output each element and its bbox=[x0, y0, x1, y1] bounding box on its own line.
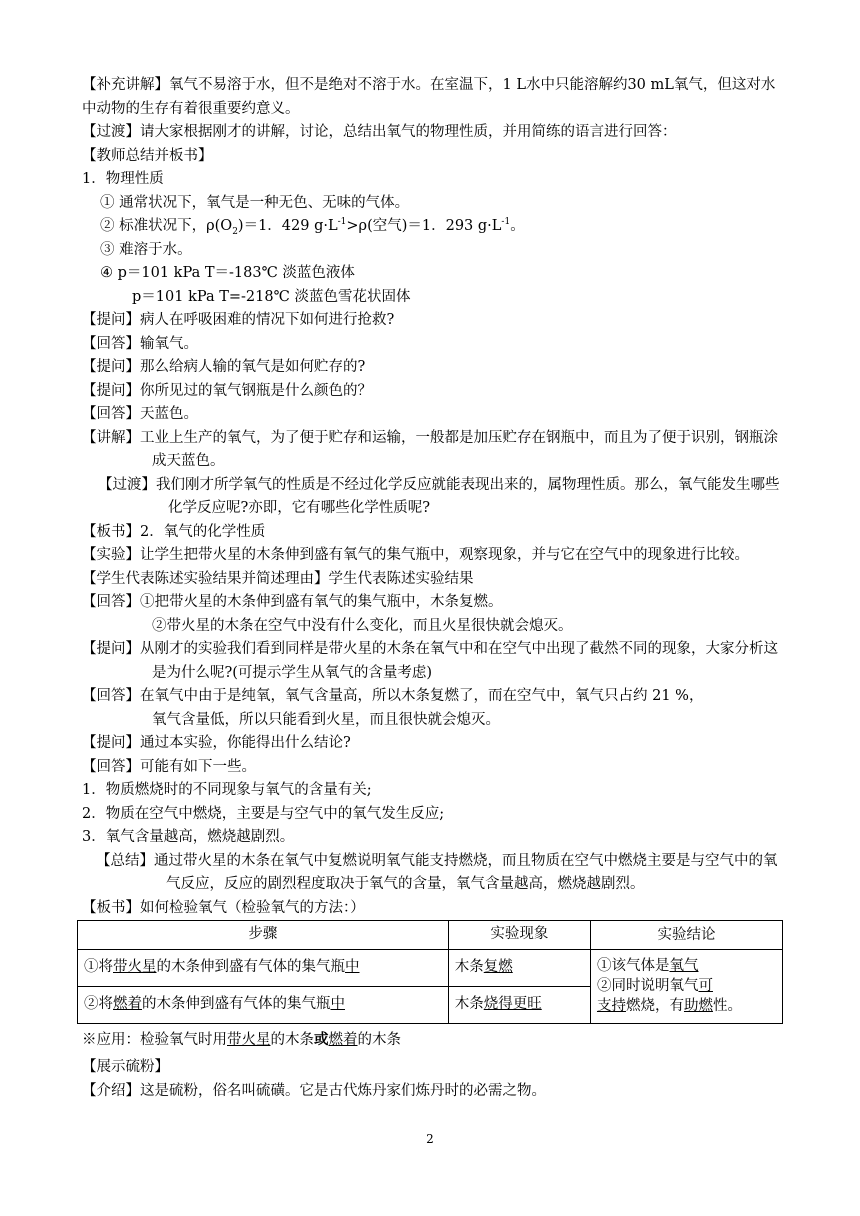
header-steps: 步骤 bbox=[78, 921, 449, 950]
answer-line: 【回答】①把带火星的木条伸到盛有氧气的集气瓶中，木条复燃。 bbox=[82, 594, 503, 610]
student-report-heading: 【学生代表陈述实验结果并简述理由】学生代表陈述实验结果 bbox=[82, 570, 474, 587]
explanation-paragraph: 【讲解】工业上生产的氧气，为了便于贮存和运输，一般都是加压贮存在钢瓶中，而且为了便于识别，钢瓶涂成天蓝色。 bbox=[82, 429, 778, 469]
sulfur-display-heading: 【展示硫粉】 bbox=[82, 1059, 169, 1075]
step-cell: ①将带火星的木条伸到盛有气体的集气瓶中 bbox=[78, 949, 449, 986]
header-conclusion: 实验结论 bbox=[590, 921, 782, 950]
teacher-summary-heading: 【教师总结并板书】 bbox=[82, 147, 213, 164]
document-body bbox=[82, 74, 782, 1103]
supplement-paragraph: 【补充讲解】氧气不易溶于水，但不是绝对不溶于水。在室温下，1 L水中只能溶解约30 mL氧气，但这对水中动物的生存有着很重要约意义。 bbox=[82, 77, 776, 117]
page-number: 2 bbox=[426, 1132, 434, 1146]
question-paragraph: 【提问】从刚才的实验我们看到同样是带火星的木条在氧气中和在空气中出现了截然不同的现象，大家分析这是为什么呢?(可提示学生从氧气的含量考虑) bbox=[82, 641, 778, 681]
conclusion-2: 2．物质在空气中燃烧，主要是与空气中的氧气发生反应; bbox=[82, 805, 445, 822]
answer-line: 【回答】可能有如下一些。 bbox=[82, 758, 256, 775]
conclusion-3: 3．氧气含量越高，燃烧越剧烈。 bbox=[82, 829, 295, 845]
property-1: ① 通常状况下，氧气是一种无色、无味的气体。 bbox=[100, 194, 410, 211]
answer-line: 【回答】输氧气。 bbox=[82, 335, 198, 352]
phenomenon-cell: 木条复燃 bbox=[448, 949, 590, 986]
phenomenon-cell: 木条烧得更旺 bbox=[448, 986, 590, 1023]
answer-line: 【回答】天蓝色。 bbox=[82, 406, 198, 422]
question-line: 【提问】那么给病人输的氧气是如何贮存的? bbox=[82, 359, 366, 375]
board-note-test: 【板书】如何检验氧气（检验氧气的方法：） bbox=[82, 899, 365, 916]
property-3: ③ 难溶于水。 bbox=[100, 241, 192, 258]
header-phenomenon: 实验现象 bbox=[448, 921, 590, 950]
experiment-paragraph: 【实验】让学生把带火星的木条伸到盛有氧气的集气瓶中，观察现象，并与它在空气中的现象进行比较。 bbox=[82, 547, 749, 563]
property-4: ④ p＝101 kPa T＝-183℃ 淡蓝色液体 bbox=[100, 265, 355, 281]
answer-continuation: ②带火星的木条在空气中没有什么变化，而且火星很快就会熄灭。 bbox=[152, 617, 573, 634]
answer-continuation: 氧气含量低，所以只能看到火星，而且很快就会熄灭。 bbox=[152, 711, 500, 728]
oxygen-test-table bbox=[77, 920, 783, 1024]
property-2: ② 标准状况下，$\rho(O_2)=1$．429 $g\cdot L^{-1}>\rho$(空气)＝1．293 $g\cdot L^{-1}$。 bbox=[100, 217, 525, 237]
question-line: 【提问】通过本实验，你能得出什么结论? bbox=[82, 735, 351, 751]
table-row bbox=[78, 949, 783, 986]
board-note-chemical: 【板书】2．氧气的化学性质 bbox=[82, 523, 266, 540]
question-line: 【提问】病人在呼吸困难的情况下如何进行抢救? bbox=[82, 312, 395, 328]
conclusion-1: 1．物质燃烧时的不同现象与氧气的含量有关; bbox=[82, 782, 372, 798]
question-line: 【提问】你所见过的氧气钢瓶是什么颜色的？ bbox=[82, 382, 372, 399]
table-header-row bbox=[78, 921, 783, 950]
sulfur-intro: 【介绍】这是硫粉，俗名叫硫磺。它是古代炼丹家们炼丹时的必需之物。 bbox=[82, 1082, 546, 1099]
application-note: ※应用：检验氧气时用带火星的木条或燃着的木条 bbox=[82, 1030, 401, 1048]
transition-paragraph: 【过渡】请大家根据刚才的讲解，讨论，总结出氧气的物理性质，并用简练的语言进行回答： bbox=[82, 124, 677, 140]
transition-paragraph-2: 【过渡】我们刚才所学氧气的性质是不经过化学反应就能表现出来的，属物理性质。那么，氧气能发生哪些化学反应呢?亦即，它有哪些化学性质呢? bbox=[98, 476, 780, 516]
physical-properties-heading: 1．物理性质 bbox=[82, 171, 164, 187]
answer-paragraph: 【回答】在氧气中由于是纯氧，氧气含量高，所以木条复燃了，而在空气中，氧气只占约 21 %， bbox=[82, 688, 704, 704]
property-4-solid: p＝101 kPa T=-218℃ 淡蓝色雪花状固体 bbox=[132, 288, 411, 305]
step-cell: ②将燃着的木条伸到盛有气体的集气瓶中 bbox=[78, 986, 449, 1023]
conclusion-cell: ①该气体是氧气 ②同时说明氧气可 支持燃烧，有助燃性。 bbox=[590, 949, 782, 1023]
summary-paragraph: 【总结】通过带火星的木条在氧气中复燃说明氧气能支持燃烧，而且物质在空气中燃烧主要是与空气中的氧气反应，反应的剧烈程度取决于氧气的含量，氧气含量越高，燃烧越剧烈。 bbox=[96, 852, 778, 892]
